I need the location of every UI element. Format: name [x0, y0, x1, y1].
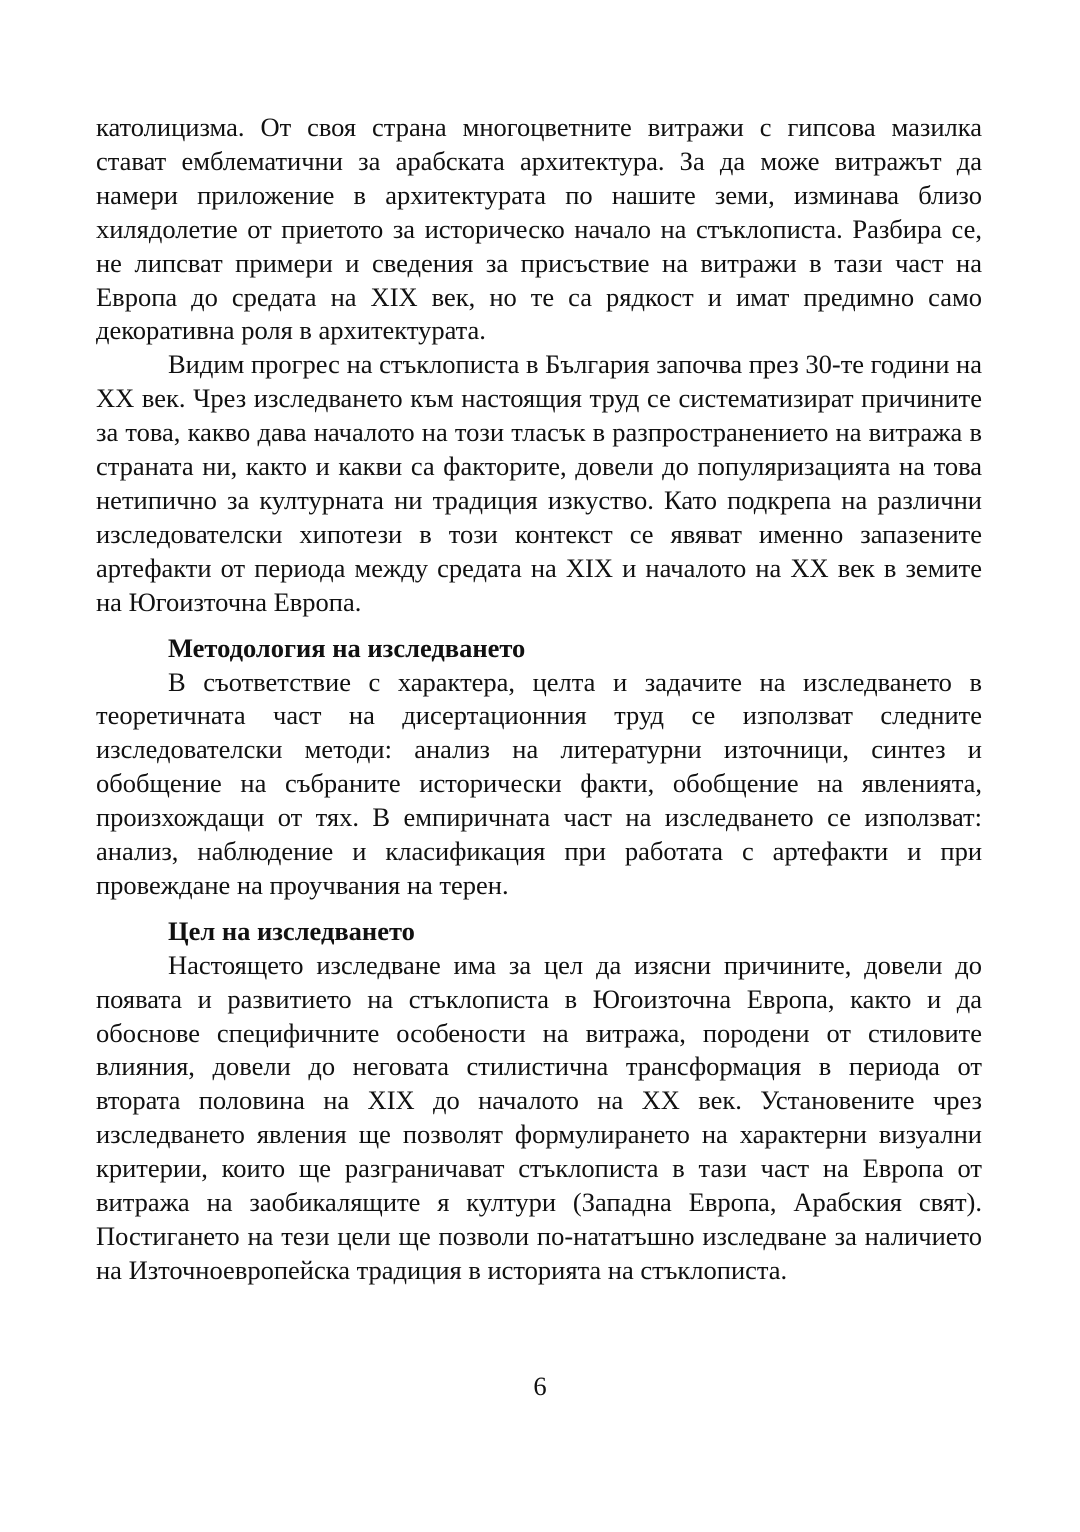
paragraph-intro-continuation: католицизма. От своя страна многоцветните витражи с гипсова мазилка стават емблематични за арабската архитектура. За да може витражът да намери приложение в архитектурата по нашите земи, изминава близо хилядолетие от приетото за историческо начало на стъклописта. Разбира се, не липсват примери и сведения за присъствие на витражи в тази част на Европа до средата на XIX век, но те са рядкост и имат предимно само декоративна роля в архитектурата.: [96, 112, 982, 346]
paragraph-goal: Настоящето изследване има за цел да изясни причините, довели до появата и развитието на стъклописта в Югоизточна Европа, както и да обоснове специфичните особености на витража, породени от стиловите влияния, довели до неговата стилистична трансформация в периода от втората половина на XIX до началото на XX век. Установените чрез изследването явления ще позволят формулирането на характерни визуални критерии, които ще разграничават стъклописта в тази част на Европа от витража на заобикалящите я култури (Западна Европа, Арабския свят). Постигането на тези цели ще позволи по-нататъшно изследване за наличието на Източноевропейска традиция в историята на стъклописта.: [96, 949, 982, 1285]
section-spacer: [96, 903, 982, 915]
section-spacer: [96, 620, 982, 632]
document-body: [96, 111, 982, 1288]
heading-methodology: Методология на изследването: [168, 632, 526, 663]
heading-goal: Цел на изследването: [168, 915, 415, 946]
paragraph-methodology: В съответствие с характера, целта и задачите на изследването в теоретичната част на дисертационния труд се използват следните изследователски методи: анализ на литературни източници, синтез и обобщение на събраните исторически факти, обобщение на явленията, произхождащи от тях. В емпиричната част на изследването се използват: анализ, наблюдение и класификация при работата с артефакти и при провеждане на проучвания на терен.: [96, 666, 982, 900]
page-number: 6: [533, 1371, 547, 1401]
paragraph-progress: Видим прогрес на стъклописта в България започва през 30-те години на XX век. Чрез изследването към настоящия труд се систематизират причините за това, какво дава началото на този тласък в разпространението на витража в страната ни, както и какви са факторите, довели до популяризацията на това нетипично за културната ни традиция изкуство. Като подкрепа на различни изследователски хипотези в този контекст се явяват именно запазените артефакти от периода между средата на XIX и началото на XX век в земите на Югоизточна Европа.: [96, 349, 982, 617]
